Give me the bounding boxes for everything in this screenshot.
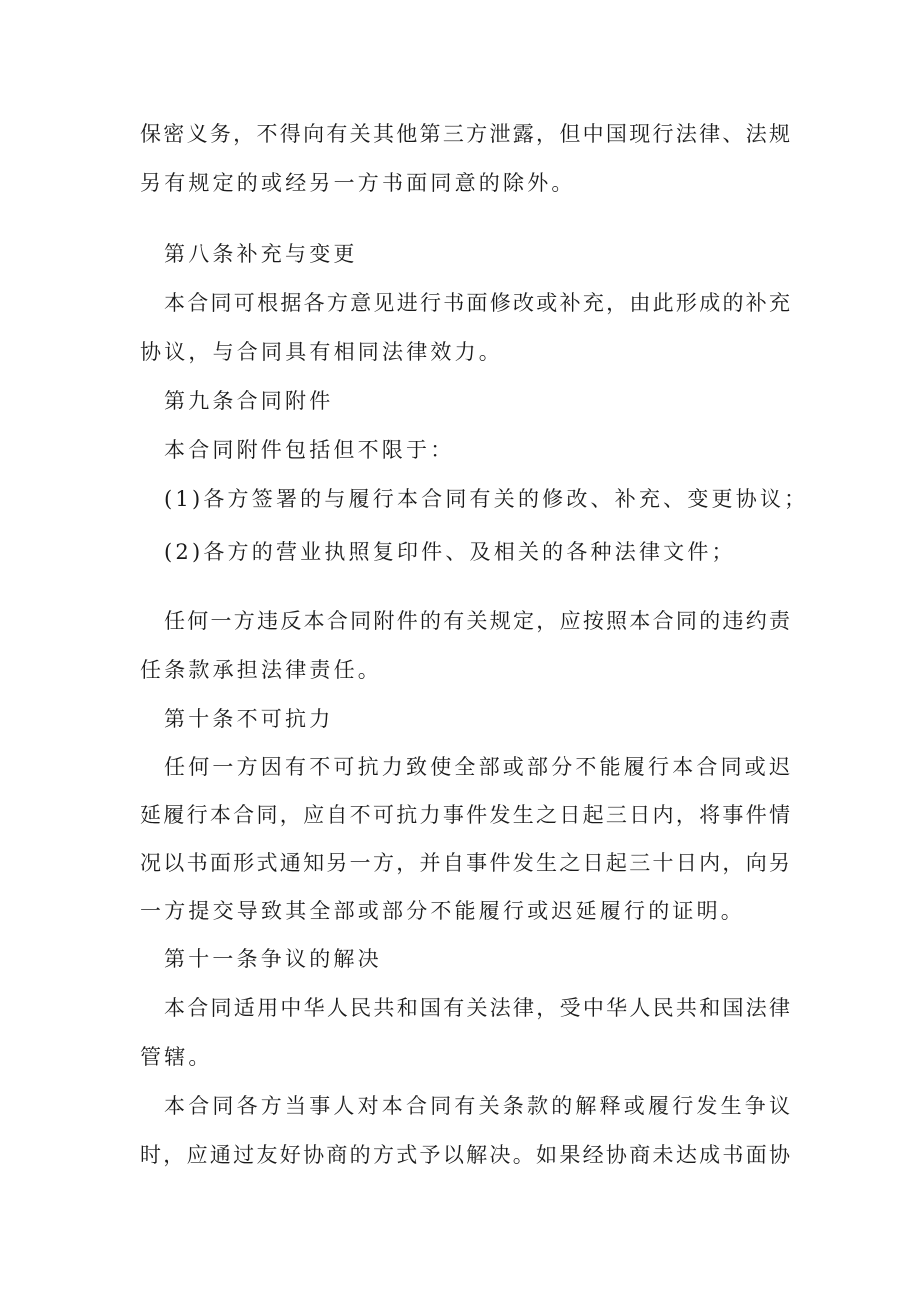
text-line: 况以书面形式通知另一方，并自事件发生之日起三十日内，向另 bbox=[140, 851, 790, 875]
text-line: 管辖。 bbox=[140, 1045, 213, 1069]
article-heading: 第十一条争议的解决 bbox=[164, 947, 382, 971]
article-heading: 第九条合同附件 bbox=[164, 389, 334, 413]
text-line: 任何一方违反本合同附件的有关规定，应按照本合同的违约责 bbox=[164, 609, 790, 633]
text-line: 本合同各方当事人对本合同有关条款的解释或履行发生争议 bbox=[164, 1094, 790, 1118]
text-line: 协议，与合同具有相同法律效力。 bbox=[140, 340, 503, 364]
text-line: 本合同可根据各方意见进行书面修改或补充，由此形成的补充 bbox=[164, 291, 790, 315]
text-line: 另有规定的或经另一方书面同意的除外。 bbox=[140, 171, 576, 195]
text-line: 本合同附件包括但不限于： bbox=[164, 438, 455, 462]
text-line: 任何一方因有不可抗力致使全部或部分不能履行本合同或迟 bbox=[164, 755, 790, 779]
text-line: 本合同适用中华人民共和国有关法律，受中华人民共和国法律 bbox=[164, 996, 790, 1020]
text-line: 一方提交导致其全部或部分不能履行或迟延履行的证明。 bbox=[140, 899, 745, 923]
text-line: 时，应通过友好协商的方式予以解决。如果经协商未达成书面协 bbox=[140, 1143, 790, 1167]
text-line: 任条款承担法律责任。 bbox=[140, 658, 382, 682]
text-line: 保密义务，不得向有关其他第三方泄露，但中国现行法律、法规 bbox=[140, 122, 790, 146]
list-item: (1)各方签署的与履行本合同有关的修改、补充、变更协议； bbox=[164, 487, 809, 511]
list-item: (2)各方的营业执照复印件、及相关的各种法律文件； bbox=[164, 540, 736, 564]
article-heading: 第十条不可抗力 bbox=[164, 707, 334, 731]
article-heading: 第八条补充与变更 bbox=[164, 242, 358, 266]
text-line: 延履行本合同，应自不可抗力事件发生之日起三日内，将事件情 bbox=[140, 803, 790, 827]
